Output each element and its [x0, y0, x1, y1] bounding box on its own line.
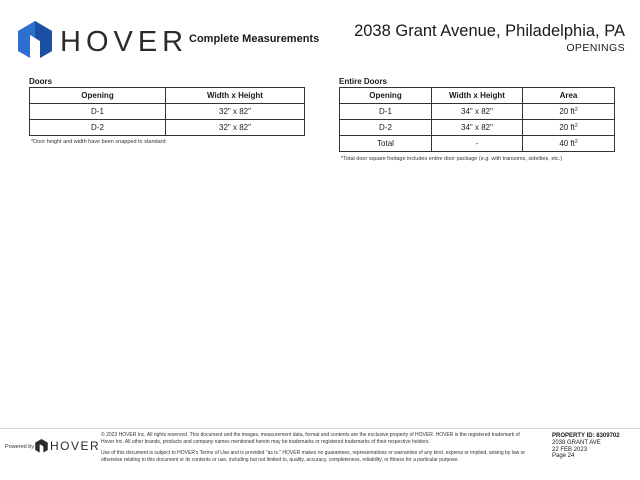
- property-id: PROPERTY ID: 8309702: [552, 433, 620, 439]
- hover-logo-small-icon: [35, 439, 48, 453]
- area-value: 40 ft: [559, 139, 575, 148]
- table-cell: 34" x 82": [432, 104, 523, 120]
- area-exponent: 2: [574, 139, 578, 145]
- page-number: Page 24: [552, 453, 575, 460]
- column-header: Width x Height: [166, 88, 305, 104]
- doors-table: [29, 87, 305, 136]
- table-cell: Total: [340, 136, 432, 152]
- column-header: Area: [523, 88, 615, 104]
- table-cell: D-2: [340, 120, 432, 136]
- table-cell: 32" x 82": [166, 120, 305, 136]
- copyright-notice: © 2023 HOVER Inc. All rights reserved. This document and the images, measurement data, format and contents are the exclusive property of HOVER. HOVER is the registered trademark of Hover Inc. All other brands, products and company names mentioned herein may be trademarks or registered trademarks of their respective holders.: [101, 432, 520, 445]
- document-title: Complete Measurements: [189, 33, 320, 45]
- powered-by-label: Powered by: [5, 444, 35, 450]
- area-exponent: 2: [574, 107, 578, 113]
- table-cell: D-1: [30, 104, 166, 120]
- terms-notice: Use of this document is subject to HOVER's Terms of Use and is provided "as is." HOVER makes no guarantees, representations or warranties of any kind, express or implied, arising by law or otherwise relating to this document or its contents or use, including but not limited to, quality, accuracy, completeness, reliability, or fitness for a particular purpose.: [101, 450, 526, 463]
- entire-doors-footnote: *Total door square footage includes entire door package (e.g. with transoms, sidelites, etc.): [341, 156, 563, 162]
- table-cell: -: [432, 136, 523, 152]
- table-cell: D-1: [340, 104, 432, 120]
- table-cell-area: [523, 120, 615, 136]
- property-short-address: 2038 GRANT AVE: [552, 439, 601, 446]
- table-row: [30, 104, 305, 120]
- doors-footnote: *Door height and width have been snapped to standard: [31, 139, 166, 145]
- footer-brand-wordmark: HOVER: [50, 439, 101, 453]
- column-header: Opening: [340, 88, 432, 104]
- column-header: Opening: [30, 88, 166, 104]
- table-row: [30, 120, 305, 136]
- brand-wordmark: HOVER: [60, 26, 189, 58]
- table-cell: D-2: [30, 120, 166, 136]
- table-cell: 32" x 82": [166, 104, 305, 120]
- section-title: OPENINGS: [566, 42, 625, 54]
- area-value: 20 ft: [559, 123, 575, 132]
- property-address: 2038 Grant Avenue, Philadelphia, PA: [354, 22, 625, 40]
- table-header-row: [30, 88, 305, 104]
- table-header-row: [340, 88, 615, 104]
- area-exponent: 2: [574, 123, 578, 129]
- hover-logo-icon: [18, 21, 52, 59]
- entire-doors-table: [339, 87, 615, 152]
- table-cell-area: [523, 136, 615, 152]
- table-row: [340, 104, 615, 120]
- table-row: [340, 120, 615, 136]
- column-header: Width x Height: [432, 88, 523, 104]
- area-value: 20 ft: [559, 107, 575, 116]
- property-info: [552, 433, 620, 460]
- table-total-row: [340, 136, 615, 152]
- footer-divider: [0, 428, 640, 429]
- entire-doors-table-title: Entire Doors: [339, 77, 388, 86]
- table-cell: 34" x 82": [432, 120, 523, 136]
- report-date: 22 FEB 2023: [552, 446, 588, 453]
- doors-table-title: Doors: [29, 77, 53, 86]
- table-cell-area: [523, 104, 615, 120]
